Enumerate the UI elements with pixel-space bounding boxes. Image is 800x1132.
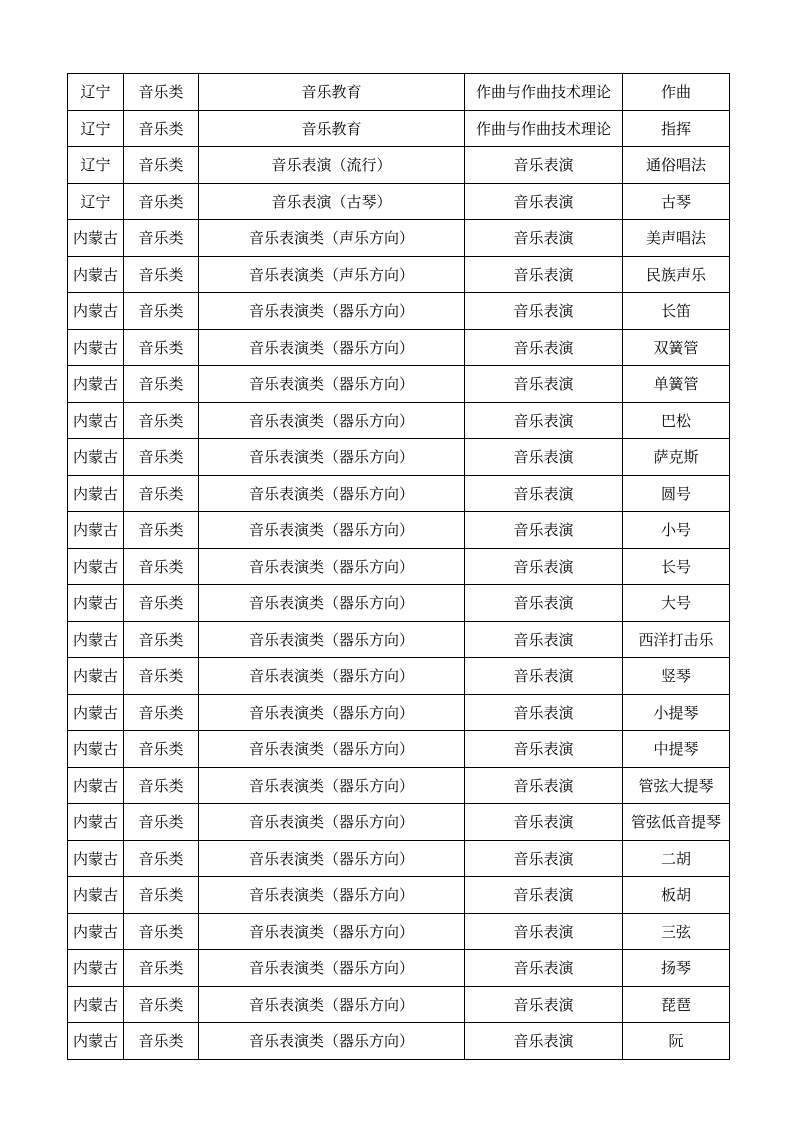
specialty-cell: 琵琶 [623, 986, 730, 1023]
specialty-cell: 中提琴 [623, 731, 730, 768]
program-cell: 音乐表演类（器乐方向） [199, 913, 465, 950]
program-cell: 音乐表演类（器乐方向） [199, 585, 465, 622]
program-cell: 音乐表演类（器乐方向） [199, 475, 465, 512]
program-cell: 音乐表演类（器乐方向） [199, 804, 465, 841]
major-cell: 音乐表演 [465, 621, 623, 658]
table-row [68, 74, 730, 111]
program-cell: 音乐表演类（器乐方向） [199, 512, 465, 549]
table-row [68, 913, 730, 950]
major-cell: 音乐表演 [465, 548, 623, 585]
province-cell: 内蒙古 [68, 329, 124, 366]
category-cell: 音乐类 [124, 147, 199, 184]
major-cell: 音乐表演 [465, 220, 623, 257]
province-cell: 内蒙古 [68, 366, 124, 403]
major-cell: 音乐表演 [465, 731, 623, 768]
program-cell: 音乐表演类（器乐方向） [199, 731, 465, 768]
table-row [68, 147, 730, 184]
major-cell: 音乐表演 [465, 585, 623, 622]
specialty-cell: 通俗唱法 [623, 147, 730, 184]
category-cell: 音乐类 [124, 110, 199, 147]
program-cell: 音乐教育 [199, 74, 465, 111]
province-cell: 内蒙古 [68, 220, 124, 257]
program-cell: 音乐教育 [199, 110, 465, 147]
specialty-cell: 萨克斯 [623, 439, 730, 476]
program-cell: 音乐表演类（器乐方向） [199, 621, 465, 658]
major-cell: 音乐表演 [465, 694, 623, 731]
specialty-cell: 指挥 [623, 110, 730, 147]
table-row [68, 585, 730, 622]
table-row [68, 110, 730, 147]
table-row [68, 877, 730, 914]
program-cell: 音乐表演类（器乐方向） [199, 877, 465, 914]
category-cell: 音乐类 [124, 439, 199, 476]
program-cell: 音乐表演类（器乐方向） [199, 439, 465, 476]
category-cell: 音乐类 [124, 183, 199, 220]
category-cell: 音乐类 [124, 804, 199, 841]
specialty-cell: 美声唱法 [623, 220, 730, 257]
table-row [68, 512, 730, 549]
table-row [68, 1023, 730, 1060]
program-cell: 音乐表演（流行） [199, 147, 465, 184]
major-cell: 音乐表演 [465, 366, 623, 403]
specialty-cell: 竖琴 [623, 658, 730, 695]
category-cell: 音乐类 [124, 877, 199, 914]
major-list-table [67, 73, 730, 1060]
category-cell: 音乐类 [124, 1023, 199, 1060]
table-row [68, 767, 730, 804]
category-cell: 音乐类 [124, 767, 199, 804]
specialty-cell: 扬琴 [623, 950, 730, 987]
category-cell: 音乐类 [124, 913, 199, 950]
province-cell: 辽宁 [68, 74, 124, 111]
category-cell: 音乐类 [124, 402, 199, 439]
major-cell: 音乐表演 [465, 512, 623, 549]
program-cell: 音乐表演类（器乐方向） [199, 366, 465, 403]
province-cell: 内蒙古 [68, 913, 124, 950]
major-cell: 音乐表演 [465, 950, 623, 987]
category-cell: 音乐类 [124, 840, 199, 877]
major-cell: 音乐表演 [465, 804, 623, 841]
specialty-cell: 阮 [623, 1023, 730, 1060]
province-cell: 内蒙古 [68, 512, 124, 549]
major-cell: 音乐表演 [465, 293, 623, 330]
major-cell: 音乐表演 [465, 1023, 623, 1060]
category-cell: 音乐类 [124, 329, 199, 366]
province-cell: 内蒙古 [68, 877, 124, 914]
specialty-cell: 板胡 [623, 877, 730, 914]
specialty-cell: 民族声乐 [623, 256, 730, 293]
category-cell: 音乐类 [124, 220, 199, 257]
specialty-cell: 管弦低音提琴 [623, 804, 730, 841]
province-cell: 辽宁 [68, 110, 124, 147]
province-cell: 内蒙古 [68, 840, 124, 877]
major-cell: 音乐表演 [465, 329, 623, 366]
table-row [68, 329, 730, 366]
major-cell: 音乐表演 [465, 877, 623, 914]
specialty-cell: 单簧管 [623, 366, 730, 403]
major-cell: 音乐表演 [465, 840, 623, 877]
program-cell: 音乐表演类（器乐方向） [199, 329, 465, 366]
table-row [68, 548, 730, 585]
table-row [68, 256, 730, 293]
program-cell: 音乐表演类（器乐方向） [199, 840, 465, 877]
category-cell: 音乐类 [124, 512, 199, 549]
table-row [68, 840, 730, 877]
major-cell: 音乐表演 [465, 658, 623, 695]
program-cell: 音乐表演类（声乐方向） [199, 256, 465, 293]
province-cell: 内蒙古 [68, 694, 124, 731]
specialty-cell: 古琴 [623, 183, 730, 220]
program-cell: 音乐表演类（声乐方向） [199, 220, 465, 257]
specialty-cell: 三弦 [623, 913, 730, 950]
table-row [68, 402, 730, 439]
program-cell: 音乐表演（古琴） [199, 183, 465, 220]
table-row [68, 220, 730, 257]
category-cell: 音乐类 [124, 585, 199, 622]
table-row [68, 986, 730, 1023]
major-cell: 音乐表演 [465, 767, 623, 804]
specialty-cell: 小提琴 [623, 694, 730, 731]
table-row [68, 183, 730, 220]
major-cell: 音乐表演 [465, 439, 623, 476]
program-cell: 音乐表演类（器乐方向） [199, 548, 465, 585]
table-row [68, 439, 730, 476]
specialty-cell: 长号 [623, 548, 730, 585]
specialty-cell: 大号 [623, 585, 730, 622]
table-body [68, 74, 730, 1060]
major-cell: 音乐表演 [465, 256, 623, 293]
province-cell: 内蒙古 [68, 439, 124, 476]
province-cell: 内蒙古 [68, 621, 124, 658]
category-cell: 音乐类 [124, 950, 199, 987]
province-cell: 内蒙古 [68, 1023, 124, 1060]
major-cell: 作曲与作曲技术理论 [465, 110, 623, 147]
program-cell: 音乐表演类（器乐方向） [199, 950, 465, 987]
specialty-cell: 双簧管 [623, 329, 730, 366]
category-cell: 音乐类 [124, 986, 199, 1023]
province-cell: 内蒙古 [68, 986, 124, 1023]
province-cell: 内蒙古 [68, 950, 124, 987]
major-cell: 音乐表演 [465, 183, 623, 220]
province-cell: 内蒙古 [68, 548, 124, 585]
table-row [68, 658, 730, 695]
category-cell: 音乐类 [124, 621, 199, 658]
specialty-cell: 长笛 [623, 293, 730, 330]
program-cell: 音乐表演类（器乐方向） [199, 694, 465, 731]
province-cell: 辽宁 [68, 147, 124, 184]
table-row [68, 694, 730, 731]
major-cell: 作曲与作曲技术理论 [465, 74, 623, 111]
program-cell: 音乐表演类（器乐方向） [199, 658, 465, 695]
category-cell: 音乐类 [124, 475, 199, 512]
program-cell: 音乐表演类（器乐方向） [199, 986, 465, 1023]
category-cell: 音乐类 [124, 658, 199, 695]
category-cell: 音乐类 [124, 366, 199, 403]
category-cell: 音乐类 [124, 293, 199, 330]
table-row [68, 731, 730, 768]
major-cell: 音乐表演 [465, 986, 623, 1023]
specialty-cell: 二胡 [623, 840, 730, 877]
table-row [68, 950, 730, 987]
document-table-container [67, 73, 729, 1060]
specialty-cell: 管弦大提琴 [623, 767, 730, 804]
specialty-cell: 西洋打击乐 [623, 621, 730, 658]
specialty-cell: 小号 [623, 512, 730, 549]
table-row [68, 804, 730, 841]
program-cell: 音乐表演类（器乐方向） [199, 402, 465, 439]
category-cell: 音乐类 [124, 694, 199, 731]
province-cell: 内蒙古 [68, 804, 124, 841]
program-cell: 音乐表演类（器乐方向） [199, 1023, 465, 1060]
program-cell: 音乐表演类（器乐方向） [199, 767, 465, 804]
table-row [68, 366, 730, 403]
category-cell: 音乐类 [124, 74, 199, 111]
category-cell: 音乐类 [124, 256, 199, 293]
province-cell: 内蒙古 [68, 585, 124, 622]
province-cell: 辽宁 [68, 183, 124, 220]
specialty-cell: 巴松 [623, 402, 730, 439]
province-cell: 内蒙古 [68, 658, 124, 695]
table-row [68, 475, 730, 512]
province-cell: 内蒙古 [68, 767, 124, 804]
major-cell: 音乐表演 [465, 147, 623, 184]
specialty-cell: 圆号 [623, 475, 730, 512]
province-cell: 内蒙古 [68, 293, 124, 330]
province-cell: 内蒙古 [68, 731, 124, 768]
province-cell: 内蒙古 [68, 402, 124, 439]
category-cell: 音乐类 [124, 548, 199, 585]
table-row [68, 621, 730, 658]
program-cell: 音乐表演类（器乐方向） [199, 293, 465, 330]
major-cell: 音乐表演 [465, 475, 623, 512]
category-cell: 音乐类 [124, 731, 199, 768]
table-row [68, 293, 730, 330]
province-cell: 内蒙古 [68, 475, 124, 512]
specialty-cell: 作曲 [623, 74, 730, 111]
major-cell: 音乐表演 [465, 402, 623, 439]
major-cell: 音乐表演 [465, 913, 623, 950]
province-cell: 内蒙古 [68, 256, 124, 293]
